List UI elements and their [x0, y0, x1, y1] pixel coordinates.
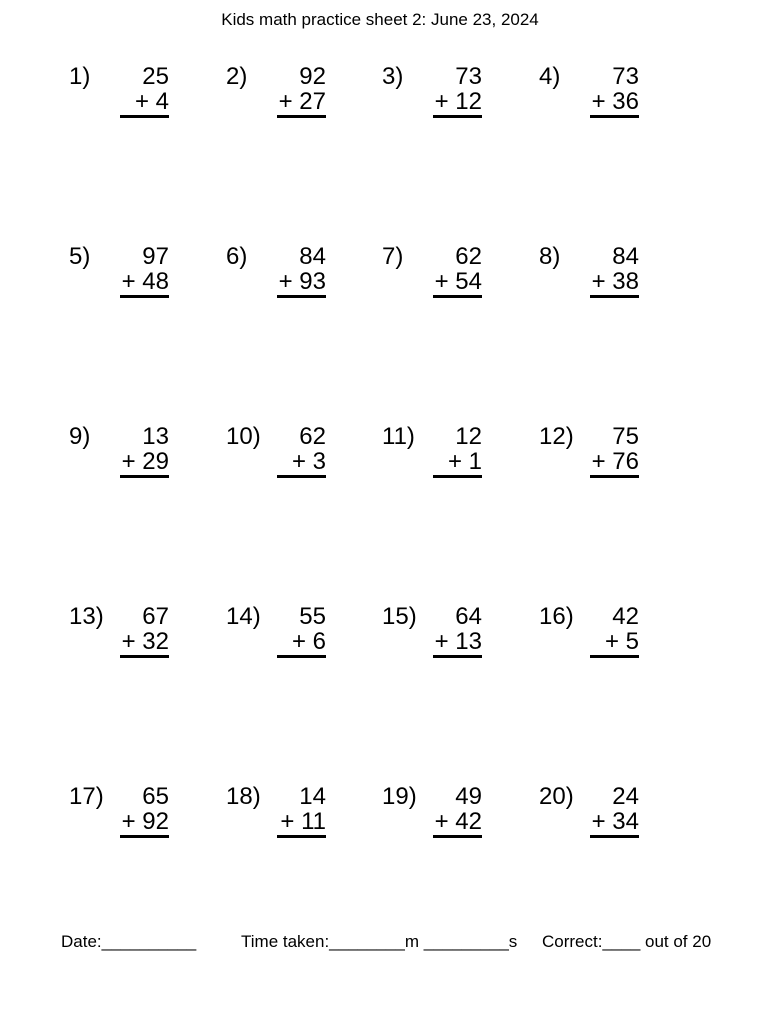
bottom-operand: + 92 [121, 808, 169, 835]
bottom-operand: + 27 [278, 88, 326, 115]
top-operand: 97 [142, 243, 169, 270]
bottom-operand: + 76 [591, 448, 639, 475]
answer-rule [433, 475, 482, 478]
problem [382, 424, 482, 476]
answer-rule [277, 295, 326, 298]
problem-number: 5) [69, 243, 91, 270]
bottom-operand: + 11 [280, 808, 326, 835]
answer-rule [120, 115, 169, 118]
problem-number: 6) [226, 243, 248, 270]
problem [382, 64, 482, 116]
bottom-operand: + 34 [591, 808, 639, 835]
answer-rule [590, 475, 639, 478]
problem-number: 15) [382, 603, 417, 630]
top-operand: 24 [612, 783, 639, 810]
problem [226, 604, 326, 656]
sheet-title: Kids math practice sheet 2: June 23, 2024 [221, 10, 539, 29]
problem [69, 64, 169, 116]
problem-number: 20) [539, 783, 574, 810]
problem [226, 244, 326, 296]
top-operand: 84 [612, 243, 639, 270]
problem-number: 18) [226, 783, 261, 810]
correct-count-field: Correct:____ out of 20 [542, 932, 712, 951]
bottom-operand: + 13 [434, 628, 482, 655]
problem-number: 13) [69, 603, 104, 630]
problem [69, 424, 169, 476]
bottom-operand: + 54 [434, 268, 482, 295]
problem [226, 424, 326, 476]
top-operand: 25 [142, 63, 169, 90]
bottom-operand: + 12 [434, 88, 482, 115]
problem [539, 604, 639, 656]
bottom-operand: + 36 [591, 88, 639, 115]
problem-number: 14) [226, 603, 261, 630]
problem-number: 4) [539, 63, 561, 90]
top-operand: 12 [455, 423, 482, 450]
top-operand: 62 [455, 243, 482, 270]
bottom-operand: + 3 [291, 448, 326, 475]
top-operand: 55 [299, 603, 326, 630]
problem-number: 1) [69, 63, 91, 90]
answer-rule [433, 835, 482, 838]
top-operand: 84 [299, 243, 326, 270]
problem-number: 3) [382, 63, 404, 90]
date-field: Date:__________ [61, 932, 197, 951]
problem [382, 604, 482, 656]
top-operand: 65 [142, 783, 169, 810]
bottom-operand: + 48 [121, 268, 169, 295]
top-operand: 92 [299, 63, 326, 90]
answer-rule [590, 295, 639, 298]
top-operand: 62 [299, 423, 326, 450]
top-operand: 13 [142, 423, 169, 450]
problem [382, 244, 482, 296]
answer-rule [590, 835, 639, 838]
answer-rule [590, 655, 639, 658]
time-taken-field: Time taken:________m _________s [241, 932, 518, 951]
answer-rule [433, 295, 482, 298]
bottom-operand: + 42 [434, 808, 482, 835]
answer-rule [120, 295, 169, 298]
answer-rule [277, 115, 326, 118]
problem-number: 7) [382, 243, 404, 270]
answer-rule [120, 655, 169, 658]
bottom-operand: + 38 [591, 268, 639, 295]
top-operand: 67 [142, 603, 169, 630]
top-operand: 73 [455, 63, 482, 90]
problem-number: 12) [539, 423, 574, 450]
problem-number: 9) [69, 423, 91, 450]
top-operand: 14 [299, 783, 326, 810]
top-operand: 73 [612, 63, 639, 90]
answer-rule [277, 475, 326, 478]
bottom-operand: + 6 [291, 628, 326, 655]
bottom-operand: + 5 [604, 628, 639, 655]
top-operand: 42 [612, 603, 639, 630]
problem-number: 19) [382, 783, 417, 810]
answer-rule [590, 115, 639, 118]
problem-number: 11) [382, 423, 415, 450]
answer-rule [277, 655, 326, 658]
answer-rule [120, 835, 169, 838]
answer-rule [277, 835, 326, 838]
problem [69, 784, 169, 836]
answer-rule [433, 115, 482, 118]
answer-rule [433, 655, 482, 658]
bottom-operand: + 1 [447, 448, 482, 475]
bottom-operand: + 29 [121, 448, 169, 475]
problem [539, 64, 639, 116]
top-operand: 75 [612, 423, 639, 450]
top-operand: 64 [455, 603, 482, 630]
problem-number: 8) [539, 243, 561, 270]
problem-number: 17) [69, 783, 104, 810]
problem [69, 604, 169, 656]
problem [226, 64, 326, 116]
problem [382, 784, 482, 836]
problem-number: 10) [226, 423, 261, 450]
bottom-operand: + 4 [134, 88, 169, 115]
problem [539, 244, 639, 296]
problem [539, 424, 639, 476]
problem [69, 244, 169, 296]
problem-number: 2) [226, 63, 248, 90]
bottom-operand: + 32 [121, 628, 169, 655]
top-operand: 49 [455, 783, 482, 810]
problem [226, 784, 326, 836]
answer-rule [120, 475, 169, 478]
problem-number: 16) [539, 603, 574, 630]
problem [539, 784, 639, 836]
bottom-operand: + 93 [278, 268, 326, 295]
